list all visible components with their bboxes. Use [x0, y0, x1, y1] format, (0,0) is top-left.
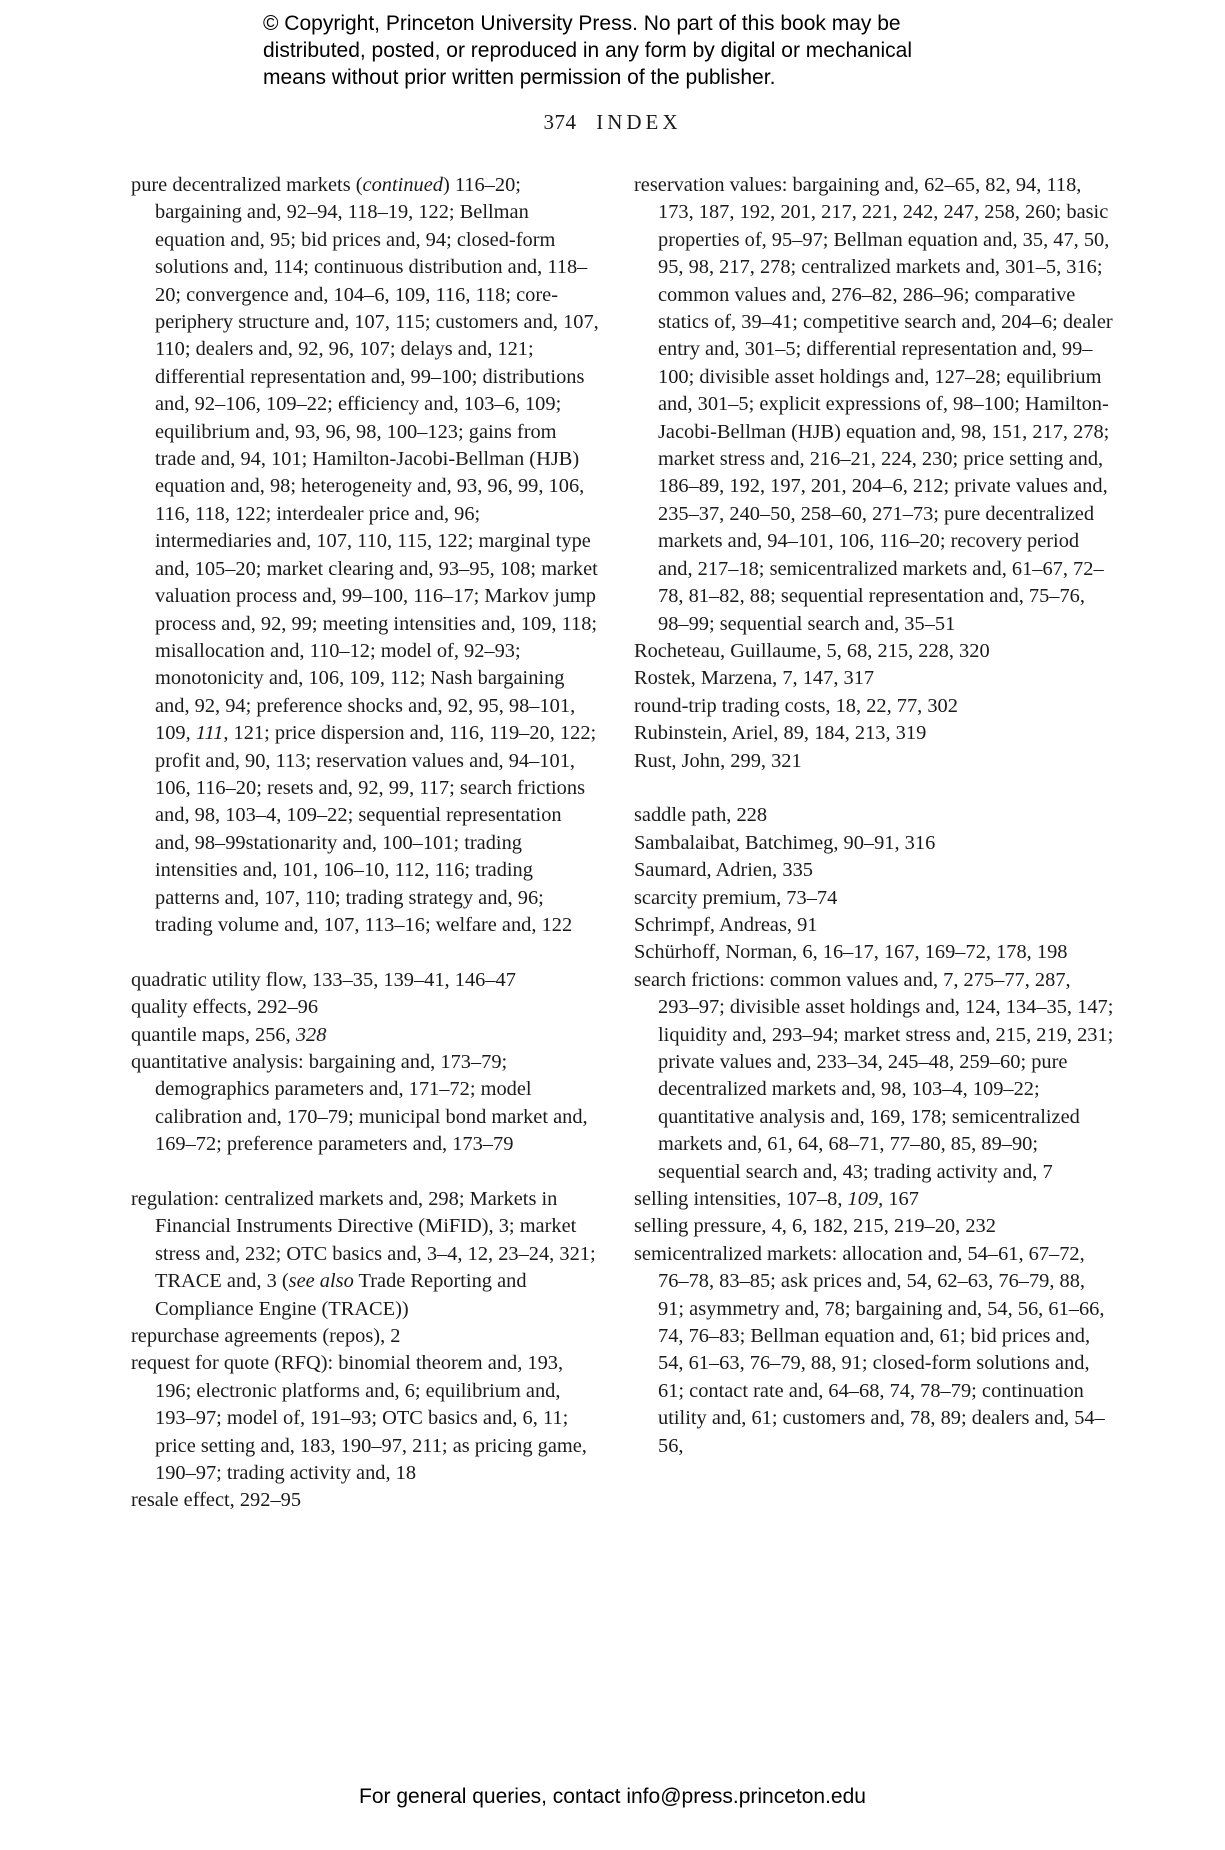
- index-entry: [634, 912, 1114, 939]
- index-entry: [634, 830, 1114, 857]
- index-entry: [131, 967, 601, 994]
- index-entry-text: saddle path, 228: [634, 804, 768, 827]
- index-entry-italic: 109: [847, 1188, 879, 1211]
- index-entry-text: selling intensities, 107–8,: [634, 1188, 848, 1211]
- index-entry: [634, 748, 1114, 775]
- index-entry-text: quality effects, 292–96: [131, 996, 319, 1019]
- copyright-line: distributed, posted, or reproduced in any form by digital or mechanical: [263, 39, 913, 62]
- index-entry-text: , 121; price dispersion and, 116, 119–20, 122; profit and, 90, 113; reservation values and, 94–101, 106, 116–20; resets and, 92, 99, 117; search frictions and, 98, 103–4, 109–22; sequential representation and, 98–99stationarity and, 100–101; trading intensities and, 101, 106–10, 112, 116; trading patterns and, 107, 110; trading strategy and, 96; trading volume and, 107, 113–16; welfare and, 122: [155, 722, 597, 936]
- index-entry-italic: see also: [288, 1270, 354, 1293]
- index-entry-text: Rust, John, 299, 321: [634, 749, 802, 772]
- index-entry: [634, 638, 1114, 665]
- running-head: [0, 110, 1225, 135]
- page-number: 374: [543, 110, 577, 134]
- index-entry: [131, 994, 601, 1021]
- index-entry-text: quantitative analysis: bargaining and, 173–79; demographics parameters and, 171–72; model calibration and, 170–79; municipal bond market and, 169–72; preference parameters and, 173–79: [131, 1050, 588, 1156]
- index-entry-text: Sambalaibat, Batchimeg, 90–91, 316: [634, 831, 936, 854]
- footer-contact: For general queries, contact info@press.princeton.edu: [359, 1785, 866, 1808]
- index-entry: [634, 1186, 1114, 1213]
- index-entry: [131, 1186, 601, 1323]
- index-entry: [634, 1241, 1114, 1460]
- index-entry-text: quadratic utility flow, 133–35, 139–41, 146–47: [131, 968, 516, 991]
- index-entry: [131, 172, 601, 939]
- index-entry: [131, 1049, 601, 1159]
- index-entry-text: Rocheteau, Guillaume, 5, 68, 215, 228, 320: [634, 639, 990, 662]
- index-entry: [131, 1022, 601, 1049]
- index-entry: [634, 720, 1114, 747]
- index-entry-italic: 328: [295, 1023, 327, 1046]
- index-entry: [131, 1323, 601, 1350]
- index-entry: [131, 1350, 601, 1487]
- index-entry-text: ) 116–20; bargaining and, 92–94, 118–19, 122; Bellman equation and, 95; bid prices and, 94; closed-form solutions and, 114; continuous distribution and, 118–20; convergence and, 104–6, 109, 116, 118; core-periphery structure and, 107, 115; customers and, 107, 110; dealers and, 92, 96, 107; delays and, 121; differential representation and, 99–100; distributions and, 92–106, 109–22; efficiency and, 103–6, 109; equilibrium and, 93, 96, 98, 100–123; gains from trade and, 94, 101; Hamilton-Jacobi-Bellman (HJB) equation and, 98; heterogeneity and, 93, 96, 99, 106, 116, 118, 122; interdealer price and, 96; intermediaries and, 107, 110, 115, 122; marginal type and, 105–20; market clearing and, 93–95, 108; market valuation process and, 99–100, 116–17; Markov jump process and, 92, 99; meeting intensities and, 109, 118; misallocation and, 110–12; model of, 92–93; monotonicity and, 106, 109, 112; Nash bargaining and, 92, 94; preference shocks and, 92, 95, 98–101, 109,: [155, 174, 599, 745]
- index-entry: [131, 1487, 601, 1514]
- index-entry-text: quantile maps, 256,: [131, 1023, 296, 1046]
- index-column-left: [131, 172, 601, 1515]
- index-entry-text: regulation: centralized markets and, 298; Markets in Financial Instruments Directive (MiFID), 3; market stress and, 232; OTC basics and, 3–4, 12, 23–24, 321; TRACE and, 3 (: [131, 1188, 596, 1293]
- copyright-line: means without prior written permission of the publisher.: [263, 66, 776, 89]
- index-entry-italic: continued: [362, 174, 443, 196]
- index-entry-text: Trade Reporting and Compliance Engine (TRACE)): [155, 1270, 527, 1320]
- index-entry-text: Schürhoff, Norman, 6, 16–17, 167, 169–72, 178, 198: [634, 941, 1068, 964]
- index-entry: [634, 967, 1114, 1186]
- index-entry: [634, 857, 1114, 884]
- index-entry-text: selling pressure, 4, 6, 182, 215, 219–20, 232: [634, 1215, 996, 1238]
- index-column-right: [634, 172, 1114, 1460]
- copyright-notice: [263, 10, 1023, 91]
- index-entry-text: repurchase agreements (repos), 2: [131, 1325, 401, 1348]
- index-entry: [634, 939, 1114, 966]
- index-entry-text: resale effect, 292–95: [131, 1489, 302, 1512]
- index-entry: [634, 665, 1114, 692]
- index-entry-text: pure decentralized markets (: [131, 174, 363, 196]
- index-entry-text: scarcity premium, 73–74: [634, 886, 838, 909]
- index-entry-text: reservation values: bargaining and, 62–65, 82, 94, 118, 173, 187, 192, 201, 217, 221, 242, 247, 258, 260; basic properties of, 95–97; Bellman equation and, 35, 47, 50, 95, 98, 217, 278; centralized markets and, 301–5, 316; common values and, 276–82, 286–96; comparative statics of, 39–41; competitive search and, 204–6; dealer entry and, 301–5; differential representation and, 99–100; divisible asset holdings and, 127–28; equilibrium and, 301–5; explicit expressions of, 98–100; Hamilton-Jacobi-Bellman (HJB) equation and, 98, 151, 217, 278; market stress and, 216–21, 224, 230; price setting and, 186–89, 192, 197, 201, 204–6, 212; private values and, 235–37, 240–50, 258–60, 271–73; pure decentralized markets and, 94–101, 106, 116–20; recovery period and, 217–18; semicentralized markets and, 61–67, 72–78, 81–82, 88; sequential representation and, 75–76, 98–99; sequential search and, 35–51: [634, 174, 1113, 635]
- section-title: INDEX: [596, 110, 682, 134]
- copyright-line: © Copyright, Princeton University Press. No part of this book may be: [263, 12, 901, 35]
- index-entry-text: round-trip trading costs, 18, 22, 77, 302: [634, 694, 958, 717]
- index-entry: [634, 1213, 1114, 1240]
- index-entry-text: Rostek, Marzena, 7, 147, 317: [634, 667, 875, 690]
- index-entry-text: semicentralized markets: allocation and, 54–61, 67–72, 76–78, 83–85; ask prices and, 54, 62–63, 76–79, 88, 91; asymmetry and, 78; bargaining and, 54, 56, 61–66, 74, 76–83; Bellman equation and, 61; bid prices and, 54, 61–63, 76–79, 88, 91; closed-form solutions and, 61; contact rate and, 64–68, 74, 78–79; continuation utility and, 61; customers and, 78, 89; dealers and, 54–56,: [634, 1242, 1105, 1457]
- index-entry-text: search frictions: common values and, 7, 275–77, 287, 293–97; divisible asset holdings and, 124, 134–35, 147; liquidity and, 293–94; market stress and, 215, 219, 231; private values and, 233–34, 245–48, 259–60; pure decentralized markets and, 98, 103–4, 109–22; quantitative analysis and, 169, 178; semicentralized markets and, 61, 64, 68–71, 77–80, 85, 89–90; sequential search and, 43; trading activity and, 7: [634, 968, 1114, 1183]
- index-entry-text: Saumard, Adrien, 335: [634, 859, 813, 882]
- index-entry-italic: 111: [195, 722, 224, 745]
- index-entry: [634, 172, 1114, 638]
- index-entry-text: Schrimpf, Andreas, 91: [634, 913, 818, 936]
- index-entry: [634, 885, 1114, 912]
- index-entry: [634, 693, 1114, 720]
- index-entry: [634, 802, 1114, 829]
- index-entry-text: , 167: [878, 1188, 919, 1211]
- index-entry-text: Rubinstein, Ariel, 89, 184, 213, 319: [634, 722, 927, 745]
- index-entry-text: request for quote (RFQ): binomial theorem and, 193, 196; electronic platforms and, 6; equilibrium and, 193–97; model of, 191–93; OTC basics and, 6, 11; price setting and, 183, 190–97, 211; as pricing game, 190–97; trading activity and, 18: [131, 1352, 587, 1485]
